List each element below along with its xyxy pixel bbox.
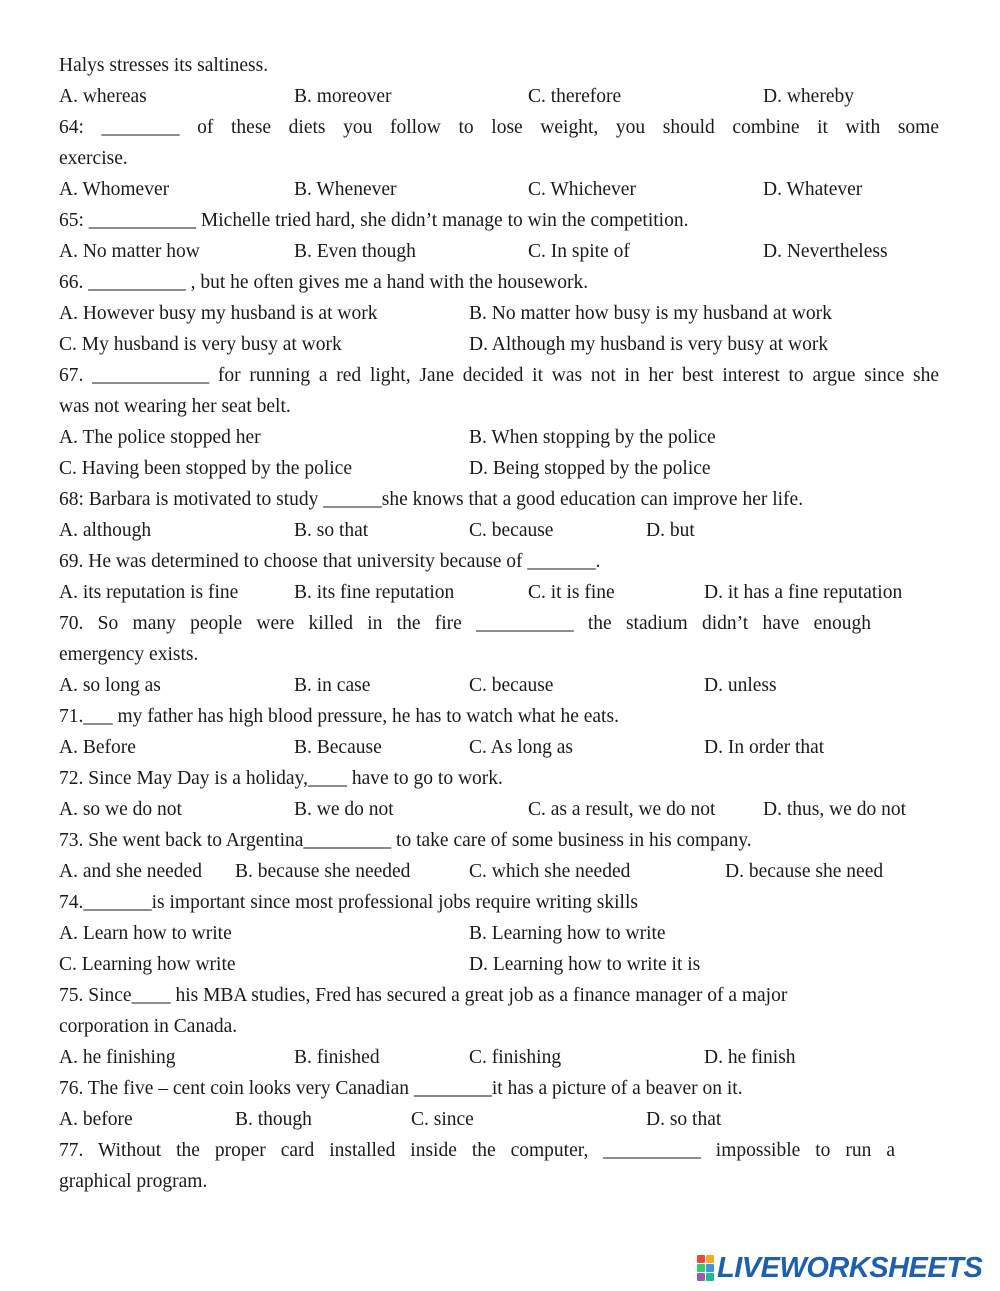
question-67-cont: was not wearing her seat belt. [59, 396, 291, 417]
question-73: 73. She went back to Argentina_________ to take care of some business in his company. [59, 830, 752, 851]
logo-square [706, 1264, 714, 1272]
option-c[interactable]: C. My husband is very busy at work [59, 334, 342, 355]
option-a[interactable]: A. whereas [59, 86, 147, 107]
q74-options-cd [59, 949, 939, 980]
option-d[interactable]: D. Being stopped by the police [469, 458, 711, 479]
option-a[interactable]: A. Before [59, 737, 136, 758]
question-65: 65: ___________ Michelle tried hard, she didn’t manage to win the competition. [59, 210, 689, 231]
option-a[interactable]: A. No matter how [59, 241, 200, 262]
option-d[interactable]: D. Although my husband is very busy at work [469, 334, 829, 355]
option-b[interactable]: B. we do not [294, 799, 394, 820]
option-b[interactable]: B. its fine reputation [294, 582, 455, 603]
logo-blocks-icon [697, 1255, 714, 1281]
option-d[interactable]: D. Nevertheless [763, 241, 888, 262]
logo-square [697, 1264, 705, 1272]
q66-options-cd [59, 329, 939, 360]
question-64-cont: exercise. [59, 148, 128, 169]
q70-options [59, 670, 939, 701]
q73-options [59, 856, 939, 887]
option-c[interactable]: C. it is fine [528, 582, 615, 603]
question-68: 68: Barbara is motivated to study ______she knows that a good education can improve her life. [59, 489, 804, 510]
option-d[interactable]: D. whereby [763, 86, 854, 107]
option-c[interactable]: C. as a result, we do not [528, 799, 716, 820]
option-a[interactable]: A. Learn how to write [59, 923, 232, 944]
option-d[interactable]: D. so that [646, 1109, 722, 1130]
question-76: 76. The five – cent coin looks very Canadian ________it has a picture of a beaver on it. [59, 1078, 743, 1099]
option-a[interactable]: A. and she needed [59, 861, 202, 882]
option-a[interactable]: A. so long as [59, 675, 161, 696]
q67-options-cd [59, 453, 939, 484]
question-77: 77. Without the proper card installed inside the computer, __________ impossible to run a [59, 1140, 895, 1161]
q67-options-ab [59, 422, 939, 453]
question-69: 69. He was determined to choose that university because of _______. [59, 551, 601, 572]
question-72: 72. Since May Day is a holiday,____ have to go to work. [59, 768, 503, 789]
option-a[interactable]: A. Whomever [59, 179, 170, 200]
question-75-cont: corporation in Canada. [59, 1016, 238, 1037]
question-75: 75. Since____ his MBA studies, Fred has secured a great job as a finance manager of a major [59, 985, 788, 1006]
option-d[interactable]: D. but [646, 520, 695, 541]
option-a[interactable]: A. although [59, 520, 152, 541]
option-c[interactable]: C. because [469, 675, 554, 696]
logo-square [706, 1273, 714, 1281]
option-b[interactable]: B. Because [294, 737, 382, 758]
q72-options [59, 794, 939, 825]
option-d[interactable]: D. he finish [704, 1047, 796, 1068]
option-b[interactable]: B. When stopping by the police [469, 427, 716, 448]
option-d[interactable]: D. Whatever [763, 179, 863, 200]
question-70-cont: emergency exists. [59, 644, 199, 665]
option-d[interactable]: D. Learning how to write it is [469, 954, 701, 975]
option-b[interactable]: B. because she needed [235, 861, 411, 882]
option-a[interactable]: A. before [59, 1109, 133, 1130]
question-70: 70. So many people were killed in the fire __________ the stadium didn’t have enough [59, 613, 871, 634]
q64-options [59, 174, 939, 205]
question-74: 74._______is important since most professional jobs require writing skills [59, 892, 638, 913]
option-b[interactable]: B. Whenever [294, 179, 397, 200]
question-71: 71.___ my father has high blood pressure, he has to watch what he eats. [59, 706, 619, 727]
worksheet-page [59, 50, 939, 1197]
option-a[interactable]: A. The police stopped her [59, 427, 261, 448]
option-d[interactable]: D. In order that [704, 737, 825, 758]
question-66: 66. __________ , but he often gives me a hand with the housework. [59, 272, 589, 293]
option-c[interactable]: C. In spite of [528, 241, 630, 262]
option-b[interactable]: B. moreover [294, 86, 392, 107]
option-b[interactable]: B. Learning how to write [469, 923, 666, 944]
option-a[interactable]: A. so we do not [59, 799, 182, 820]
option-c[interactable]: C. As long as [469, 737, 574, 758]
q66-options-ab [59, 298, 939, 329]
option-b[interactable]: B. Even though [294, 241, 416, 262]
option-a[interactable]: A. However busy my husband is at work [59, 303, 378, 324]
logo-text: LIVEWORKSHEETS [717, 1251, 983, 1284]
q75-options [59, 1042, 939, 1073]
option-d[interactable]: D. thus, we do not [763, 799, 906, 820]
option-a[interactable]: A. its reputation is fine [59, 582, 239, 603]
question-77-cont: graphical program. [59, 1171, 208, 1192]
question-text: Halys stresses its saltiness. [59, 55, 269, 76]
option-c[interactable]: C. Having been stopped by the police [59, 458, 352, 479]
option-c[interactable]: C. since [411, 1109, 474, 1130]
logo-square [706, 1255, 714, 1263]
option-c[interactable]: C. Whichever [528, 179, 636, 200]
q71-options [59, 732, 939, 763]
logo-square [697, 1255, 705, 1263]
q76-options [59, 1104, 939, 1135]
option-d[interactable]: D. because she need [725, 861, 884, 882]
logo-square [697, 1273, 705, 1281]
q63-options [59, 81, 939, 112]
q74-options-ab [59, 918, 939, 949]
option-b[interactable]: B. finished [294, 1047, 380, 1068]
option-b[interactable]: B. No matter how busy is my husband at work [469, 303, 832, 324]
option-d[interactable]: D. it has a fine reputation [704, 582, 903, 603]
question-67: 67. ____________ for running a red light, Jane decided it was not in her best interest to argue since she [59, 365, 939, 386]
option-d[interactable]: D. unless [704, 675, 777, 696]
option-c[interactable]: C. therefore [528, 86, 622, 107]
option-b[interactable]: B. so that [294, 520, 369, 541]
option-c[interactable]: C. Learning how write [59, 954, 236, 975]
q65-options [59, 236, 939, 267]
q69-options [59, 577, 939, 608]
liveworksheets-logo[interactable] [697, 1253, 982, 1283]
question-64: 64: ________ of these diets you follow to lose weight, you should combine it with some [59, 117, 939, 138]
option-c[interactable]: C. because [469, 520, 554, 541]
option-b[interactable]: B. though [235, 1109, 312, 1130]
q68-options [59, 515, 939, 546]
option-c[interactable]: C. which she needed [469, 861, 631, 882]
option-a[interactable]: A. he finishing [59, 1047, 176, 1068]
option-c[interactable]: C. finishing [469, 1047, 562, 1068]
option-b[interactable]: B. in case [294, 675, 371, 696]
